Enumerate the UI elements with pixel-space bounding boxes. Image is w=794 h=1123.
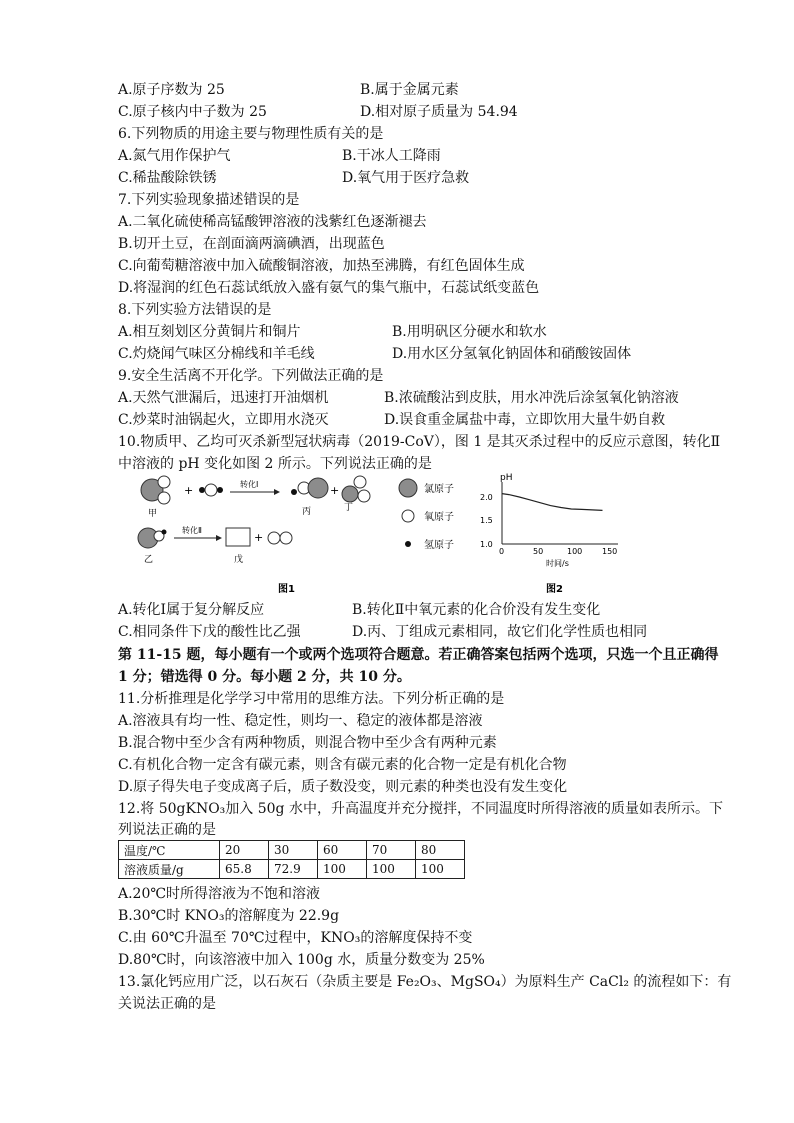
oxygen-atom-icon — [158, 476, 170, 488]
table-cell: 100 — [416, 860, 465, 879]
legend-hydrogen: 氢原子 — [424, 540, 454, 551]
q12-option-c: C.由 60℃升温至 70℃过程中，KNO₃的溶解度保持不变 — [118, 930, 473, 946]
table-cell: 温度/℃ — [119, 841, 220, 860]
unknown-product-box — [226, 528, 250, 546]
q6-option-a: A.氮气用作保护气 — [118, 148, 231, 164]
q5-option-d: D.相对原子质量为 54.94 — [360, 104, 518, 120]
arrow-head-icon — [274, 489, 280, 495]
figure2-xlabel: 时间/s — [546, 559, 569, 568]
table-cell: 65.8 — [220, 860, 269, 879]
q5-option-a: A.原子序数为 25 — [118, 82, 225, 98]
q13-stem-line2: 关说法正确的是 — [118, 996, 216, 1012]
table-row — [119, 860, 465, 879]
label-bing: 丙 — [302, 507, 312, 517]
q6-stem: 6.下列物质的用途主要与物理性质有关的是 — [118, 126, 384, 142]
solubility-table — [118, 840, 465, 879]
oxygen-atom-icon — [158, 492, 170, 504]
q9-stem: 9.安全生活离不开化学。下列做法正确的是 — [118, 368, 384, 384]
q12-stem-line1: 12.将 50gKNO₃加入 50g 水中，升高温度并充分搅拌，不同温度时所得溶液的质量如表所示。下 — [118, 801, 723, 817]
table-cell: 100 — [318, 860, 367, 879]
q9-option-d: D.误食重金属盐中毒，立即饮用大量牛奶自救 — [384, 412, 666, 428]
conversion-2-label: 转化Ⅱ — [182, 526, 202, 535]
figure1-reaction2 — [138, 525, 292, 565]
table-cell: 72.9 — [269, 860, 318, 879]
q9-option-b: B.浓硫酸沾到皮肤，用水冲洗后涂氢氧化钠溶液 — [384, 390, 679, 406]
plus-sign: + — [330, 484, 340, 497]
oxygen-legend-icon — [402, 510, 414, 522]
oxygen-atom-icon — [268, 532, 280, 544]
q8-option-a: A.相互刻划区分黄铜片和铜片 — [118, 324, 301, 340]
q7-option-d: D.将湿润的红色石蕊试纸放入盛有氨气的集气瓶中，石蕊试纸变蓝色 — [118, 280, 540, 296]
q8-stem: 8.下列实验方法错误的是 — [118, 302, 272, 318]
q5-option-b: B.属于金属元素 — [360, 82, 459, 98]
oxygen-atom-icon — [358, 490, 370, 502]
hydrogen-atom-icon — [162, 530, 167, 535]
q8-option-b: B.用明矾区分硬水和软水 — [392, 324, 547, 340]
table-cell: 70 — [367, 841, 416, 860]
q10-option-b: B.转化Ⅱ中氧元素的化合价没有发生变化 — [352, 602, 601, 618]
chlorine-atom-icon — [342, 486, 358, 502]
hydrogen-atom-icon — [291, 489, 297, 495]
q10-figures — [118, 470, 638, 598]
q8-option-d: D.用水区分氢氧化钠固体和硝酸铵固体 — [392, 346, 632, 362]
q11-option-b: B.混合物中至少含有两种物质，则混合物中至少含有两种元素 — [118, 735, 497, 751]
label-yi: 乙 — [144, 555, 154, 565]
label-wu: 戊 — [234, 555, 244, 565]
q6-option-c: C.稀盐酸除铁锈 — [118, 170, 217, 186]
arrow-head-icon — [216, 535, 222, 541]
hydrogen-legend-icon — [405, 541, 411, 547]
hydrogen-atom-icon — [217, 487, 223, 493]
q12-option-b: B.30℃时 KNO₃的溶解度为 22.9g — [118, 908, 340, 924]
ytick-label: 1.5 — [480, 516, 493, 525]
oxygen-atom-icon — [205, 484, 217, 496]
q5-option-c: C.原子核内中子数为 25 — [118, 104, 267, 120]
section-header-line2: 1 分；错选得 0 分。每小题 2 分，共 10 分。 — [118, 669, 411, 685]
q12-stem-line2: 列说法正确的是 — [118, 822, 216, 838]
q11-option-a: A.溶液具有均一性、稳定性，则均一、稳定的液体都是溶液 — [118, 713, 483, 729]
chlorine-legend-icon — [399, 479, 417, 497]
table-cell: 80 — [416, 841, 465, 860]
ph-curve-series — [502, 494, 603, 511]
figure2-ylabel: pH — [500, 473, 513, 483]
oxygen-atom-icon — [354, 476, 366, 488]
xtick-label: 100 — [567, 547, 583, 556]
chlorine-atom-icon — [308, 478, 328, 498]
q7-option-b: B.切开土豆，在剖面滴两滴碘酒，出现蓝色 — [118, 236, 385, 252]
q13-stem-line1: 13.氯化钙应用广泛，以石灰石（杂质主要是 Fe₂O₃、MgSO₄）为原料生产 CaCl₂ 的流程如下：有 — [118, 974, 732, 990]
table-cell: 30 — [269, 841, 318, 860]
q7-option-a: A.二氧化硫使稀高锰酸钾溶液的浅紫红色逐渐褪去 — [118, 214, 427, 230]
figure2-chart — [480, 473, 618, 568]
ytick-label: 2.0 — [480, 493, 493, 502]
ytick-label: 1.0 — [480, 540, 493, 549]
q9-option-c: C.炒菜时油锅起火，立即用水浇灭 — [118, 412, 329, 428]
table-cell: 20 — [220, 841, 269, 860]
label-ding: 丁 — [344, 503, 354, 513]
conversion-1-label: 转化Ⅰ — [240, 480, 259, 489]
q10-option-a: A.转化Ⅰ属于复分解反应 — [118, 602, 265, 618]
figure1-caption: 图1 — [278, 584, 295, 595]
legend-oxygen: 氧原子 — [424, 512, 454, 523]
figure1-legend — [399, 479, 454, 551]
q6-option-d: D.氧气用于医疗急救 — [342, 170, 470, 186]
xtick-label: 0 — [499, 547, 505, 556]
table-cell: 60 — [318, 841, 367, 860]
table-cell: 100 — [367, 860, 416, 879]
section-header-line1: 第 11-15 题，每小题有一个或两个选项符合题意。若正确答案包括两个选项，只选一个且正确得 — [118, 647, 719, 663]
q12-option-a: A.20℃时所得溶液为不饱和溶液 — [118, 886, 321, 902]
table-row — [119, 841, 465, 860]
q11-option-d: D.原子得失电子变成离子后，质子数没变，则元素的种类也没有发生变化 — [118, 779, 568, 795]
figure1-reaction1 — [141, 476, 370, 519]
table-cell: 溶液质量/g — [119, 860, 220, 879]
plus-sign: + — [254, 531, 264, 544]
xtick-label: 50 — [533, 547, 544, 556]
q6-option-b: B.干冰人工降雨 — [342, 148, 441, 164]
q7-option-c: C.向葡萄糖溶液中加入硫酸铜溶液，加热至沸腾，有红色固体生成 — [118, 258, 525, 274]
q10-option-d: D.丙、丁组成元素相同，故它们化学性质也相同 — [352, 624, 648, 640]
hydrogen-atom-icon — [199, 487, 205, 493]
q11-option-c: C.有机化合物一定含有碳元素，则含有碳元素的化合物一定是有机化合物 — [118, 757, 567, 773]
q10-option-c: C.相同条件下戊的酸性比乙强 — [118, 624, 301, 640]
q11-stem: 11.分析推理是化学学习中常用的思维方法。下列分析正确的是 — [118, 691, 505, 707]
q7-stem: 7.下列实验现象描述错误的是 — [118, 192, 300, 208]
oxygen-atom-icon — [280, 532, 292, 544]
plus-sign: + — [184, 484, 194, 497]
q8-option-c: C.灼烧闻气味区分棉线和羊毛线 — [118, 346, 315, 362]
xtick-label: 150 — [602, 547, 618, 556]
q12-option-d: D.80℃时，向该溶液中加入 100g 水，质量分数变为 25% — [118, 952, 485, 968]
q10-stem-line2: 中溶液的 pH 变化如图 2 所示。下列说法正确的是 — [118, 456, 432, 472]
q10-stem-line1: 10.物质甲、乙均可灭杀新型冠状病毒（2019-CoV），图 1 是其灭杀过程中的反应示意图，转化Ⅱ — [118, 434, 721, 450]
q9-option-a: A.天然气泄漏后，迅速打开油烟机 — [118, 390, 329, 406]
figure2-caption: 图2 — [546, 584, 563, 595]
label-jia: 甲 — [148, 509, 158, 519]
legend-chlorine: 氯原子 — [424, 484, 454, 495]
